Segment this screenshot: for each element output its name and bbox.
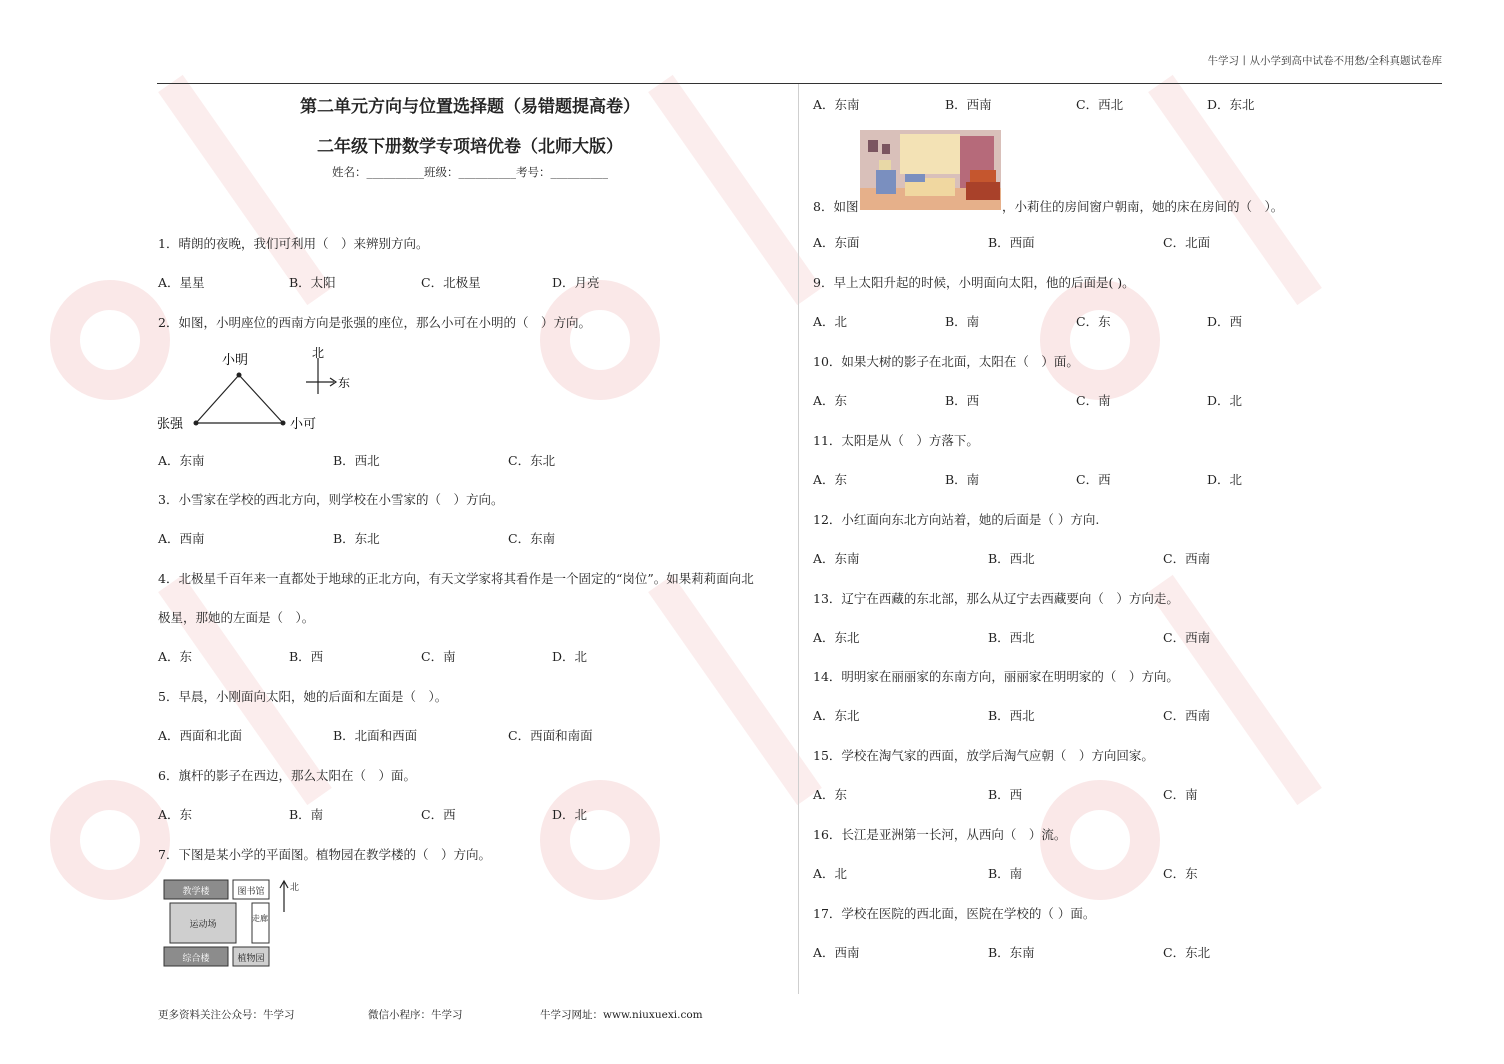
- footer-website[interactable]: 牛学习网址：www.niuxuexi.com: [540, 1009, 703, 1021]
- q15-option-a: A．东: [813, 787, 848, 802]
- question-7: 7．下图是某小学的平面图。植物园在教学楼的（ ）方向。: [158, 847, 491, 862]
- q15-option-c: C．南: [1163, 787, 1198, 802]
- q11-option-d: D．北: [1207, 472, 1243, 487]
- q16-option-c: C．东: [1163, 866, 1198, 881]
- column-divider: [798, 84, 799, 994]
- main-title: 第二单元方向与位置选择题（易错题提高卷）: [300, 97, 640, 117]
- q4-option-c: C．南: [421, 649, 456, 664]
- q8-option-b: B．西面: [988, 235, 1035, 250]
- q3-option-c: C．东南: [508, 531, 556, 546]
- label-east: 东: [338, 376, 351, 390]
- header-rule: [157, 83, 1442, 84]
- question-12: 12．小红面向东北方向站着，她的后面是（ ）方向.: [813, 512, 1100, 527]
- map-library: 图书馆: [237, 887, 265, 897]
- q8-option-a: A．东面: [813, 235, 860, 250]
- q17-option-a: A．西南: [813, 945, 860, 960]
- sub-title: 二年级下册数学专项培优卷（北师大版）: [317, 137, 623, 157]
- question-10: 10．如果大树的影子在北面，太阳在（ ）面。: [813, 354, 1079, 369]
- question-3: 3．小雪家在学校的西北方向，则学校在小雪家的（ ）方向。: [158, 492, 504, 507]
- label-xiaoke: 小可: [290, 417, 317, 432]
- q6-option-d: D．北: [552, 807, 588, 822]
- question-8-suffix: ，小莉住的房间窗户朝南，她的床在房间的（ ）。: [1002, 199, 1284, 214]
- q14-option-a: A．东北: [813, 708, 860, 723]
- question-8-prefix: 8．如图: [813, 199, 859, 214]
- map-teaching-building: 教学楼: [182, 887, 210, 897]
- label-zhangqiang: 张强: [157, 417, 184, 432]
- q7-option-d: D．东北: [1207, 97, 1255, 112]
- q9-option-a: A．北: [813, 314, 848, 329]
- footer-wechat-account: 更多资料关注公众号：牛学习: [158, 1009, 295, 1021]
- question-14: 14．明明家在丽丽家的东南方向，丽丽家在明明家的（ ）方向。: [813, 669, 1179, 684]
- q6-option-a: A．东: [158, 807, 193, 822]
- q16-option-a: A．北: [813, 866, 848, 881]
- question-11: 11．太阳是从（ ）方落下。: [813, 433, 979, 448]
- student-info: 姓名：__________班级：__________考号：__________: [332, 165, 608, 179]
- q16-option-b: B．南: [988, 866, 1023, 881]
- q11-option-a: A．东: [813, 472, 848, 487]
- q1-option-a: A．星星: [158, 275, 205, 290]
- q2-triangle-figure: [156, 344, 361, 436]
- q9-option-b: B．南: [945, 314, 980, 329]
- q2-option-a: A．东南: [158, 453, 205, 468]
- q9-option-d: D．西: [1207, 314, 1243, 329]
- q1-option-c: C．北极星: [421, 275, 481, 290]
- q5-option-a: A．西面和北面: [158, 728, 243, 743]
- q8-option-c: C．北面: [1163, 235, 1211, 250]
- footer-mini-program: 微信小程序：牛学习: [368, 1009, 463, 1021]
- q17-option-b: B．东南: [988, 945, 1035, 960]
- q14-option-b: B．西北: [988, 708, 1035, 723]
- q2-option-c: C．东北: [508, 453, 556, 468]
- q7-school-map-figure: [160, 876, 305, 970]
- question-13: 13．辽宁在西藏的东北部，那么从辽宁去西藏要向（ ）方向走。: [813, 591, 1179, 606]
- q14-option-c: C．西南: [1163, 708, 1211, 723]
- q3-option-b: B．东北: [333, 531, 380, 546]
- q10-option-c: C．南: [1076, 393, 1111, 408]
- question-17: 17．学校在医院的西北面，医院在学校的（ ）面。: [813, 906, 1096, 921]
- q15-option-b: B．西: [988, 787, 1023, 802]
- q17-option-c: C．东北: [1163, 945, 1211, 960]
- q6-option-b: B．南: [289, 807, 324, 822]
- q7-option-c: C．西北: [1076, 97, 1124, 112]
- q4-option-d: D．北: [552, 649, 588, 664]
- question-15: 15．学校在淘气家的西面，放学后淘气应朝（ ）方向回家。: [813, 748, 1154, 763]
- q10-option-a: A．东: [813, 393, 848, 408]
- question-6: 6．旗杆的影子在西边，那么太阳在（ ）面。: [158, 768, 416, 783]
- question-2: 2．如图，小明座位的西南方向是张强的座位，那么小可在小明的（ ）方向。: [158, 315, 591, 330]
- q11-option-b: B．南: [945, 472, 980, 487]
- q10-option-d: D．北: [1207, 393, 1243, 408]
- q3-option-a: A．西南: [158, 531, 205, 546]
- question-5: 5．早晨，小刚面向太阳，她的后面和左面是（ ）。: [158, 689, 448, 704]
- q8-room-illustration: [860, 130, 1001, 210]
- q12-option-b: B．西北: [988, 551, 1035, 566]
- map-botanical-garden: 植物园: [237, 954, 265, 964]
- q5-option-c: C．西面和南面: [508, 728, 593, 743]
- map-north-label: 北: [290, 883, 300, 893]
- q1-option-d: D．月亮: [552, 275, 600, 290]
- q5-option-b: B．北面和西面: [333, 728, 418, 743]
- q13-option-a: A．东北: [813, 630, 860, 645]
- q4-option-b: B．西: [289, 649, 324, 664]
- question-16: 16．长江是亚洲第一长河，从西向（ ）流。: [813, 827, 1067, 842]
- map-complex-building: 综合楼: [182, 954, 210, 964]
- q7-option-b: B．西南: [945, 97, 992, 112]
- question-4-line1: 4．北极星千百年来一直都处于地球的正北方向，有天文学家将其看作是一个固定的“岗位”。如果莉莉面向北: [158, 571, 754, 586]
- label-xiaoming: 小明: [222, 353, 249, 368]
- question-4-line2: 极星，那她的左面是（ ）。: [158, 610, 315, 625]
- q9-option-c: C．东: [1076, 314, 1111, 329]
- question-1: 1．晴朗的夜晚，我们可利用（ ）来辨别方向。: [158, 236, 429, 251]
- q1-option-b: B．太阳: [289, 275, 336, 290]
- q12-option-a: A．东南: [813, 551, 860, 566]
- q12-option-c: C．西南: [1163, 551, 1211, 566]
- question-9: 9．早上太阳升起的时候，小明面向太阳，他的后面是( )。: [813, 275, 1135, 290]
- q2-option-b: B．西北: [333, 453, 380, 468]
- q13-option-c: C．西南: [1163, 630, 1211, 645]
- q7-option-a: A．东南: [813, 97, 860, 112]
- map-corridor: 走廊: [252, 914, 268, 923]
- q13-option-b: B．西北: [988, 630, 1035, 645]
- q11-option-c: C．西: [1076, 472, 1111, 487]
- q6-option-c: C．西: [421, 807, 456, 822]
- map-playground: 运动场: [189, 920, 217, 930]
- q4-option-a: A．东: [158, 649, 193, 664]
- q10-option-b: B．西: [945, 393, 980, 408]
- label-north: 北: [312, 346, 325, 360]
- header-note: 牛学习丨从小学到高中试卷不用愁/全科真题试卷库: [1207, 55, 1442, 67]
